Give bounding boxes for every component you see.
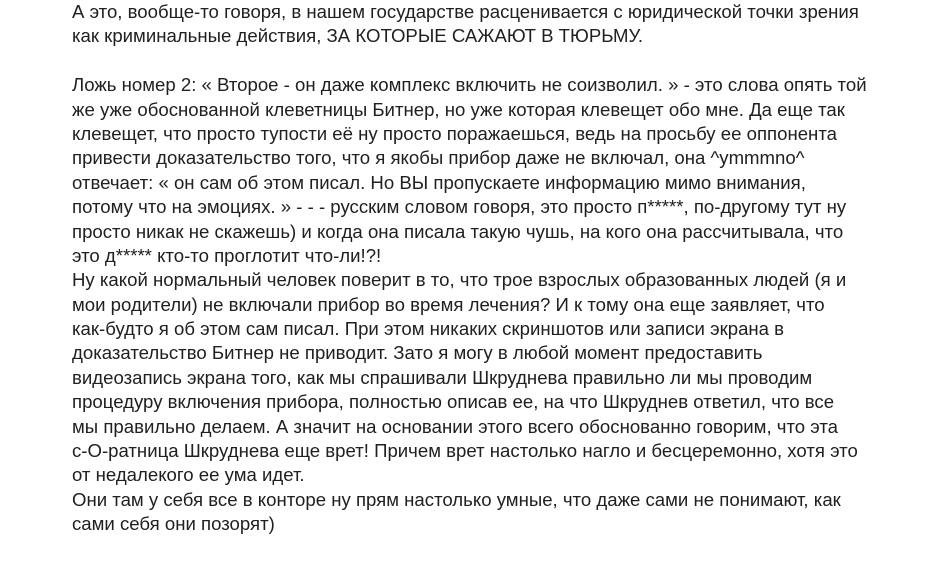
text-line: мои родители) не включали прибор во время лечения? И к тому она еще заявляет, что bbox=[72, 293, 825, 315]
text-line: Они там у себя все в конторе ну прям настолько умные, что даже сами не понимают, как bbox=[72, 488, 841, 510]
text-line: Ну какой нормальный человек поверит в то, что трое взрослых образованных людей (я и bbox=[72, 269, 847, 291]
text-line: процедуру включения прибора, полностью описав ее, на что Шкруднев ответил, что все bbox=[72, 391, 835, 413]
text-line: А это, вообще-то говоря, в нашем государстве расценивается с юридической точки зрения bbox=[72, 1, 859, 22]
text-line: сами себя они позорят) bbox=[72, 513, 275, 535]
text-line: с-О-ратница Шкруднева еще врет! Причем врет настолько нагло и бесцеремонно, хотя это bbox=[72, 440, 858, 462]
text-line: отвечает: « он сам об этом писал. Но ВЫ пропускаете информацию мимо внимания, bbox=[72, 171, 806, 193]
text-line: мы правильно делаем. А значит на основании этого всего обоснованно говорим, что эта bbox=[72, 415, 839, 437]
text-line: потому что на эмоциях. » - - - русским словом говоря, это просто п*****, по-другому тут ну bbox=[72, 196, 847, 218]
text-line: видеозапись экрана того, как мы спрашивали Шкруднева правильно ли мы проводим bbox=[72, 366, 813, 388]
text-line: привести доказательство того, что я якобы прибор даже не включал, она ^ymmmno^ bbox=[72, 147, 805, 169]
paragraph-gap bbox=[72, 49, 942, 73]
text-line: это д***** кто-то проглотит что-ли!?! bbox=[72, 244, 382, 266]
text-line: от недалекого ее ума идет. bbox=[72, 464, 305, 486]
post-text bbox=[72, 0, 942, 537]
text-line: Ложь номер 2: « Второе - он даже комплекс включить не соизволил. » - это слова опять той bbox=[72, 74, 867, 96]
text-line: как криминальные действия, ЗА КОТОРЫЕ САЖАЮТ В ТЮРЬМУ. bbox=[72, 25, 644, 47]
text-line: клевещет, что просто тупости её ну просто поражаешься, ведь на просьбу ее оппонента bbox=[72, 122, 837, 144]
text-line: просто никак не скажешь) и когда она писала такую чушь, на кого она рассчитывала, что bbox=[72, 220, 844, 242]
text-line: доказательство Битнер не приводит. Зато я могу в любой момент предоставить bbox=[72, 342, 763, 364]
text-line: же уже обоснованной клеветницы Битнер, но уже которая клевещет обо мне. Да еще так bbox=[72, 98, 845, 120]
text-line: как-будто я об этом сам писал. При этом никаких скриншотов или записи экрана в bbox=[72, 318, 785, 340]
